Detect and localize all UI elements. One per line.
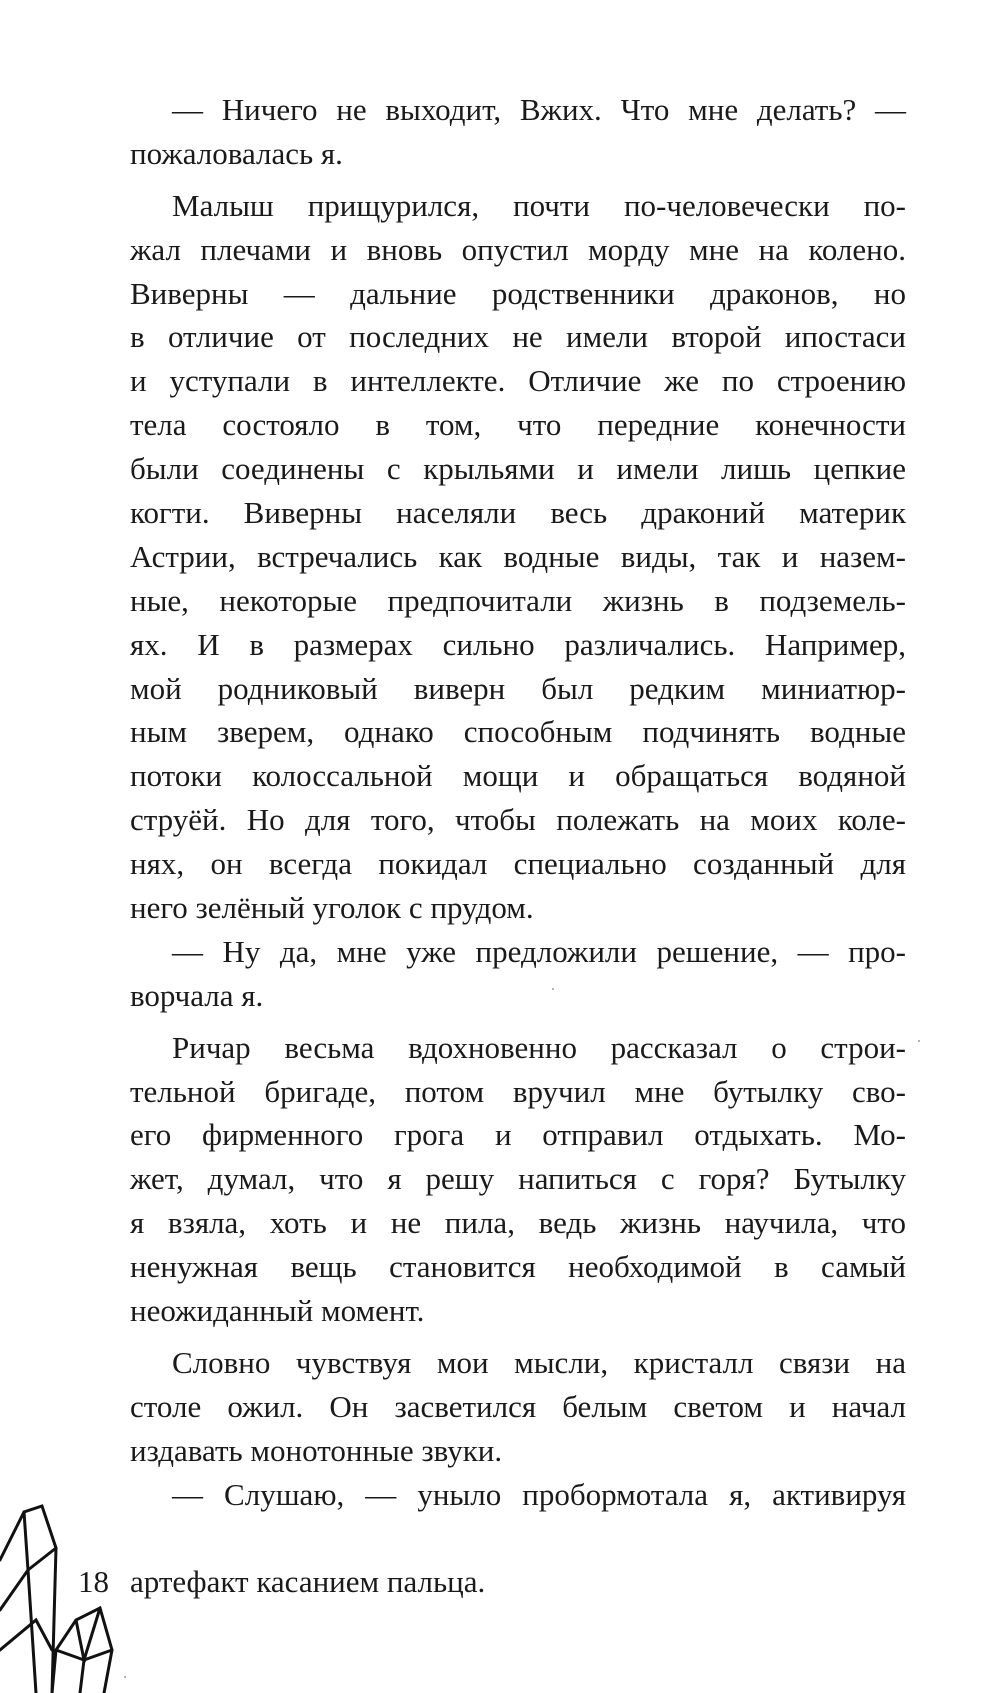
text-line: ворчала я. [130, 977, 264, 1013]
text-line: артефакт касанием пальца. [130, 1564, 486, 1599]
text-line: в отличие от последних не имели второй ипостаси [130, 319, 906, 355]
text-line: его фирменного грога и отправил отдыхать. Мо- [130, 1117, 906, 1153]
text-line: тела состояло в том, что передние конечности [130, 407, 906, 443]
text-line: Словно чувствуя мои мысли, кристалл связи на [172, 1344, 906, 1380]
text-line: нях, он всегда покидал специально созданный для [130, 846, 906, 882]
text-line: тельной бригаде, потом вручил мне бутылку сво- [130, 1073, 906, 1109]
page-number: 18 [78, 1564, 109, 1599]
text-line: — Слушаю, — уныло пробормотала я, активируя [172, 1476, 906, 1512]
text-line: Ричар весьма вдохновенно рассказал о строи- [172, 1029, 906, 1065]
print-speck [124, 1676, 126, 1678]
print-speck [552, 988, 554, 990]
text-line: ные, некоторые предпочитали жизнь в подземель- [130, 582, 906, 618]
text-line: ным зверем, однако способным подчинять водные [130, 714, 906, 750]
text-line: когти. Виверны населяли весь драконий материк [130, 495, 906, 531]
text-line: жал плечами и вновь опустил морду мне на колено. [130, 231, 906, 267]
text-line: я взяла, хоть и не пила, ведь жизнь научила, что [130, 1205, 906, 1241]
text-line: Виверны — дальние родственники драконов, но [130, 275, 906, 311]
text-line: жет, думал, что я решу напиться с горя? Бутылку [130, 1161, 906, 1197]
text-line: потоки колоссальной мощи и обращаться водяной [130, 758, 906, 794]
body-text [130, 88, 906, 1517]
text-line: были соединены с крыльями и имели лишь цепкие [130, 451, 906, 487]
text-line: струёй. Но для того, чтобы полежать на моих коле- [130, 802, 906, 838]
text-line: издавать монотонные звуки. [130, 1432, 503, 1468]
text-line: — Ничего не выходит, Вжих. Что мне делать? — [172, 92, 906, 127]
text-line: мой родниковый виверн был редким миниатюр- [130, 670, 906, 706]
text-line: неожиданный момент. [130, 1293, 425, 1329]
text-line: него зелёный уголок с прудом. [130, 890, 534, 926]
paragraph-gap [130, 1018, 906, 1026]
text-line: и уступали в интеллекте. Отличие же по строению [130, 363, 906, 399]
paragraph-gap [130, 1333, 906, 1341]
text-line: Малыш прищурился, почти по-человечески по- [172, 187, 906, 223]
text-line: столе ожил. Он засветился белым светом и начал [130, 1388, 906, 1424]
text-line: ях. И в размерах сильно различались. Например, [130, 626, 906, 662]
print-speck [918, 1040, 920, 1042]
text-line: Астрии, встречались как водные виды, так и назем- [130, 538, 906, 574]
text-line: — Ну да, мне уже предложили решение, — про- [172, 933, 906, 969]
paragraph-gap [130, 176, 906, 184]
text-line: ненужная вещь становится необходимой в самый [130, 1249, 906, 1285]
crystal-ornament-icon [0, 1500, 140, 1693]
text-line: пожаловалась я. [130, 135, 343, 171]
